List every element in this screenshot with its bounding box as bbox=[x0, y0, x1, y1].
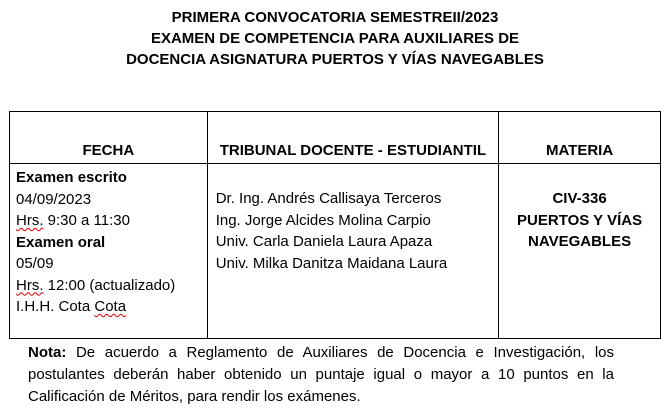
place-prefix: I.H.H. Cota bbox=[16, 298, 95, 315]
materia-cell bbox=[499, 164, 661, 339]
tribunal-member: Univ. Milka Danitza Maidana Laura bbox=[215, 254, 448, 272]
table-header-row bbox=[10, 112, 661, 164]
note-label: Nota: bbox=[28, 344, 67, 361]
header-tribunal: TRIBUNAL DOCENTE - ESTUDIANTIL bbox=[207, 112, 498, 164]
oral-time-value: 12:00 (actualizado) bbox=[43, 276, 176, 294]
materia-code: CIV-336 bbox=[552, 190, 607, 207]
materia-name-line-1: PUERTOS Y VÍAS bbox=[517, 211, 643, 229]
title-line-2: EXAMEN DE COMPETENCIA PARA AUXILIARES DE bbox=[150, 30, 520, 47]
header-materia: MATERIA bbox=[499, 112, 661, 164]
tribunal-member: Ing. Jorge Alcides Molina Carpio bbox=[215, 211, 431, 229]
oral-hrs-word: Hrs. bbox=[16, 276, 44, 294]
title-line-3: DOCENCIA ASIGNATURA PUERTOS Y VÍAS NAVEGABLES bbox=[126, 51, 544, 68]
header-fecha: FECHA bbox=[10, 112, 208, 164]
tribunal-cell bbox=[207, 164, 498, 339]
written-hrs-word: Hrs. bbox=[16, 212, 44, 229]
exam-place bbox=[16, 296, 207, 318]
table-row bbox=[10, 164, 661, 339]
oral-exam-label: Examen oral bbox=[16, 233, 106, 251]
document-title bbox=[0, 7, 670, 70]
oral-exam-date: 05/09 bbox=[16, 255, 54, 272]
note-text: De acuerdo a Reglamento de Auxiliares de Docencia e Investigación, los postulantes deberán haber obtenido un puntaje igual o mayor a 10 puntos en la Calificación de Méritos, para rendir los exámenes. bbox=[28, 344, 614, 405]
written-time-value: 9:30 a 11:30 bbox=[43, 212, 130, 229]
place-suffix: Cota bbox=[94, 298, 127, 315]
note-paragraph bbox=[28, 342, 614, 408]
title-line-1: PRIMERA CONVOCATORIA SEMESTREII/2023 bbox=[171, 9, 499, 26]
written-exam-label: Examen escrito bbox=[16, 169, 127, 186]
materia-name-line-2: NAVEGABLES bbox=[528, 233, 632, 250]
written-exam-time bbox=[16, 210, 207, 232]
tribunal-member: Univ. Carla Daniela Laura Apaza bbox=[215, 233, 433, 250]
exam-schedule-table bbox=[9, 111, 661, 339]
written-exam-date: 04/09/2023 bbox=[16, 190, 92, 208]
fecha-cell bbox=[10, 164, 208, 339]
oral-exam-time bbox=[16, 275, 207, 297]
tribunal-member: Dr. Ing. Andrés Callisaya Terceros bbox=[215, 190, 442, 207]
